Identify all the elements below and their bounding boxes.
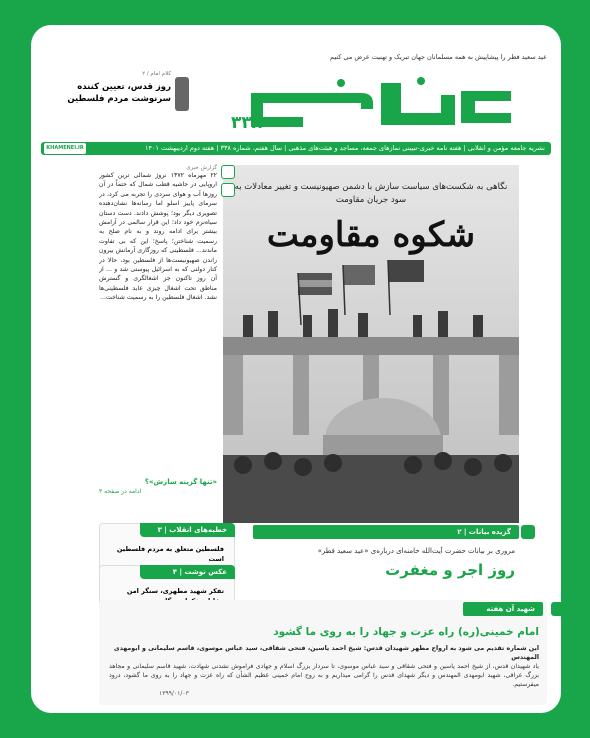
aks-num: ۴: [172, 568, 178, 576]
shohada-lead: این شماره تقدیم می شود به ارواح مطهر شهیدان قدس: شیخ احمد یاسین، فتحی شقاقی، سید عباس موسوی، قاسم سلیمانی و ابومهدی المهندس: [113, 645, 539, 661]
bayanat-header: گزیده بیانات | ۲: [253, 525, 519, 539]
martyr-icon: [551, 602, 561, 616]
kalam-box[interactable]: [45, 65, 197, 145]
info-bar-text: نشریه جامعه مؤمن و انقلابی | هفته نامه خبری-تبیینی نمازهای جمعه، مساجد و هیئت‌های مذهبی | سال هفتم، شماره ۳۳۸ | هفته دوم اردیبهشت ۱۴۰۱: [144, 144, 545, 152]
khotbe-num: ۳: [157, 526, 162, 534]
bayanat-title: روز اجر و مغفرت: [385, 561, 515, 579]
shohada-box[interactable]: [99, 600, 547, 705]
article-header-label: گزارش خبری: [186, 165, 217, 171]
hero-subtitle: نگاهی به شکست‌های سیاست سازش با دشمن صهیونیست و تغییر معادلات به سود جریان مقاومت: [234, 182, 508, 205]
khamenei-logo[interactable]: KHAMENEI.IR: [44, 143, 86, 154]
kalam-label: کلام امام / ۲: [142, 71, 171, 77]
bayanat-intro: مروری بر بیانات حضرت آیت‌الله خامنه‌ای درباره‌ی «عید سعید فطر»: [317, 547, 515, 555]
khotbe-text: فلسطین متعلق به مردم فلسطین است: [116, 545, 224, 563]
aks-label: عکس نوشت: [184, 568, 227, 576]
kalam-badge: [175, 77, 189, 111]
article-column: [99, 165, 217, 515]
top-note: عید سعید فطر را پیشاپیش به همه مسلمانان جهان تبریک و تهنیت عرض می کنیم: [330, 53, 547, 61]
quote-icon: [521, 525, 535, 539]
continue-link[interactable]: ادامه در صفحه ۳: [99, 488, 142, 495]
kalam-title: روز قدس، تعیین کننده سرنوشت مردم فلسطین: [67, 82, 171, 104]
newsletter-page: [31, 25, 561, 713]
aks-header: عکس نوشت | ۴: [140, 565, 235, 579]
bayanat-box[interactable]: [253, 525, 519, 595]
aks-text: تفکر شهید مطهری، سنگر امن: [126, 587, 224, 595]
khotbe-header: خطبه‌های انقلاب | ۳: [140, 523, 235, 537]
article-icon: [221, 165, 235, 179]
info-bar: [41, 142, 551, 155]
shohada-header: شهید آن هفته: [463, 602, 543, 616]
shohada-body: یاد شهیدان قدس، از شیخ احمد یاسین و فتحی شقاقی و سید عباس موسوی، تا سردار بزرگ اسلام و جهادی فراموش نشدنی شهادت، شهید قاسم سلیمانی و مجاهد بزرگ عراقی، شهید ابومهدی المهندس و دیگر شهدای قدس را گرامی میداریم و به روح امام خمینی عظیم الشأن که راه عزت و جهاد را به روی ما گشود، درود میفرستیم.: [109, 663, 539, 688]
flag-icon: [343, 265, 375, 285]
article-body: ۲۲ مهرماه ۱۳۷۲ نروژ شمالی ترین کشور اروپایی در حاشیه قطب شمال که حتماً در آن روزها آب و هوای سردی را تجربه می کرد، در سرمای پاییز اسلو اما رسانه‌ها نشان‌دهنده تصویری دیگر بود؛ پوشش دادند. دست دستان سیاه‌نرم خود داد؛ این قرار سالمی در آرامش بیشتر برای ادامه روند و به نام صلح به رسمیت شناختن؛ پاسخ؛ این که بی تفاوت ماندند... فلسطینی که روزگاری آرمانش بیرون راندن صهیونیست‌ها از فلسطین بود، حالا در کنار دولتی که به اسرائیل پیوستی شد و ... از آن روز تاکنون جز اشغالگری و گسترش مناطق تحت اشغال چیزی عاید فلسطینی‌ها نشد. اشغال فلسطین را به رسمیت شناخت...: [99, 172, 217, 302]
hero-title: شکوه مقاومت: [266, 215, 476, 255]
shohada-date: ۱۳۹۹/۰۱/۰۳: [159, 690, 189, 697]
issue-number: ۳۳۸: [231, 113, 263, 133]
flag-icon: [388, 260, 424, 282]
shohada-title: امام خمینی(ره) راه عزت و جهاد را به روی ما گشود: [273, 626, 539, 638]
share-icon[interactable]: [221, 183, 235, 197]
khotbe-label: خطبه‌های انقلاب: [169, 526, 227, 534]
masthead-logo: [221, 73, 531, 141]
article-highlight: «تنها گزینه سازش»؟: [144, 478, 217, 486]
hero-image: [223, 165, 519, 523]
